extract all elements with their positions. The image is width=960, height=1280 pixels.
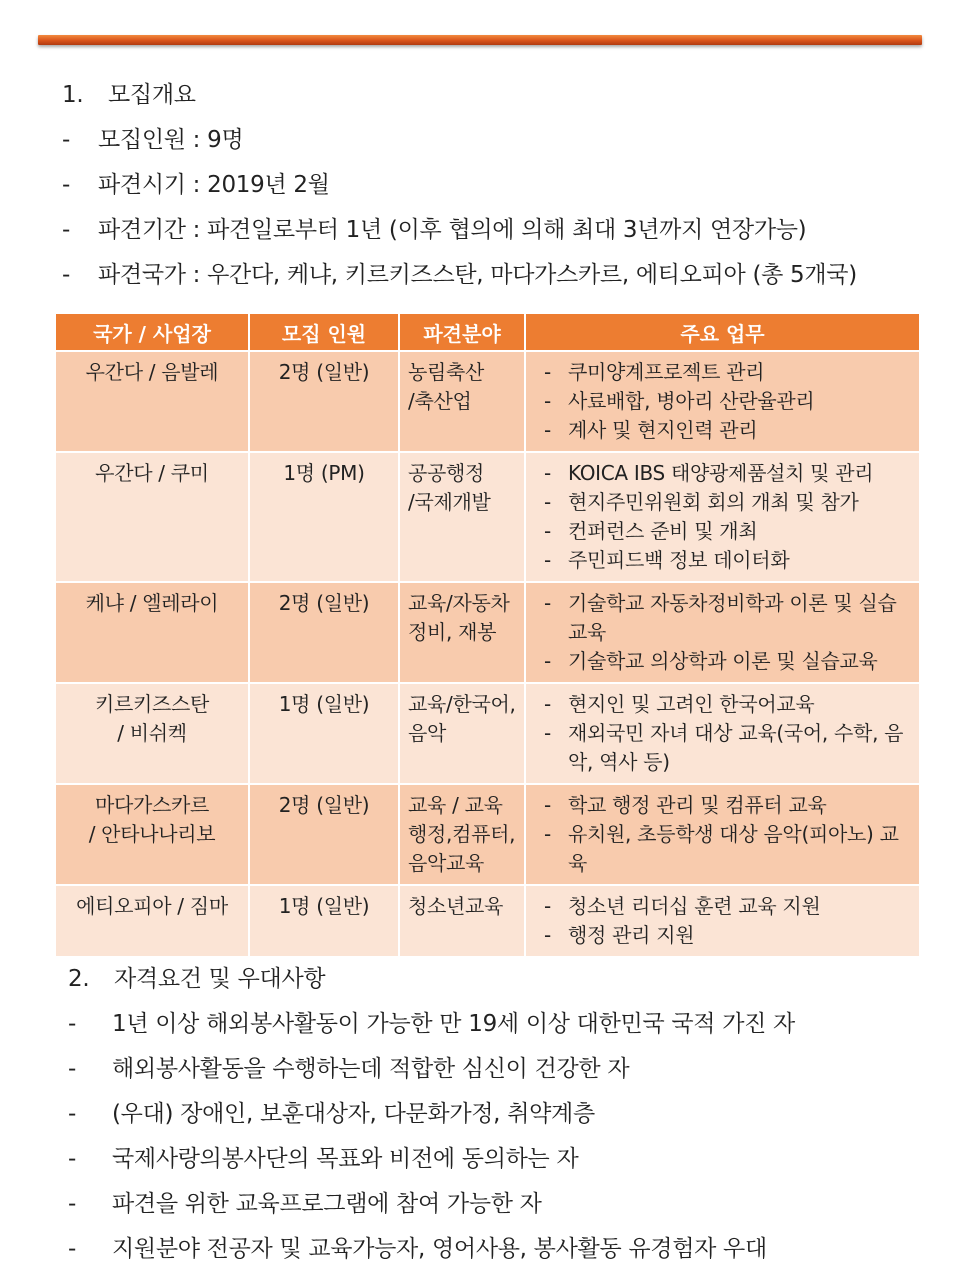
duties-cell: [525, 452, 920, 582]
field-cell: 교육 / 교육 행정,컴퓨터, 음악교육: [399, 784, 525, 885]
header-duties: 주요 업무: [525, 314, 920, 351]
dispatch-period-item: - 파견기간 : 파견일로부터 1년 (이후 협의에 의해 최대 3년까지 연장가능): [62, 217, 807, 243]
count-cell: 2명 (일반): [249, 582, 399, 683]
table-row: [56, 351, 920, 452]
table-header-row: [56, 314, 920, 351]
count-cell: 1명 (일반): [249, 885, 399, 957]
site-cell: 키르키즈스탄 / 비쉬켁: [56, 683, 249, 784]
list-item: - 행정 관리 지원: [538, 921, 911, 950]
site-cell: 우간다 / 음발레: [56, 351, 249, 452]
site-cell: 우간다 / 쿠미: [56, 452, 249, 582]
list-item: - 현지인 및 고려인 한국어교육: [538, 690, 911, 719]
field-cell: 교육/자동차 정비, 재봉: [399, 582, 525, 683]
field-cell: 농림축산 /축산업: [399, 351, 525, 452]
list-item: - 기술학교 의상학과 이론 및 실습교육: [538, 647, 911, 676]
qualification-item: - 해외봉사활동을 수행하는데 적합한 심신이 건강한 자: [68, 1056, 630, 1082]
site-cell: 마다가스카르 / 안타나나리보: [56, 784, 249, 885]
table-row: [56, 452, 920, 582]
table-row: [56, 784, 920, 885]
list-item: - KOICA IBS 태양광제품설치 및 관리: [538, 459, 911, 488]
section-2-number: 2.: [68, 966, 90, 992]
list-item: - 기술학교 자동차정비학과 이론 및 실습 교육: [538, 589, 911, 647]
count-cell: 2명 (일반): [249, 784, 399, 885]
list-item: - 주민피드백 정보 데이터화: [538, 546, 911, 575]
table-row: [56, 885, 920, 957]
dispatch-time-item: - 파견시기 : 2019년 2월: [62, 172, 330, 198]
qualification-item: - 지원분야 전공자 및 교육가능자, 영어사용, 봉사활동 유경험자 우대: [68, 1236, 767, 1262]
header-site: 국가 / 사업장: [56, 314, 249, 351]
list-item: - 계사 및 현지인력 관리: [538, 416, 911, 445]
list-item: - 학교 행정 관리 및 컴퓨터 교육: [538, 791, 911, 820]
header-count: 모집 인원: [249, 314, 399, 351]
list-item: - 유치원, 초등학생 대상 음악(피아노) 교육: [538, 820, 911, 878]
site-cell: 케냐 / 엘레라이: [56, 582, 249, 683]
section-1-number: 1.: [62, 82, 84, 108]
table-row: [56, 683, 920, 784]
header-accent-bar: [38, 35, 922, 45]
duties-cell: [525, 784, 920, 885]
section-1-heading: [62, 80, 196, 110]
duties-cell: [525, 351, 920, 452]
count-cell: 1명 (일반): [249, 683, 399, 784]
list-item: - 재외국민 자녀 대상 교육(국어, 수학, 음악, 역사 등): [538, 719, 911, 777]
list-item: - 컨퍼런스 준비 및 개최: [538, 517, 911, 546]
count-cell: 2명 (일반): [249, 351, 399, 452]
field-cell: 교육/한국어, 음악: [399, 683, 525, 784]
list-item: - 쿠미양계프로젝트 관리: [538, 358, 911, 387]
duties-cell: [525, 885, 920, 957]
field-cell: 공공행정 /국제개발: [399, 452, 525, 582]
list-item: - 현지주민위원회 회의 개최 및 참가: [538, 488, 911, 517]
list-item: - 사료배합, 병아리 산란율관리: [538, 387, 911, 416]
table-row: [56, 582, 920, 683]
dispatch-countries-item: - 파견국가 : 우간다, 케냐, 키르키즈스탄, 마다가스카르, 에티오피아 (총 5개국): [62, 262, 857, 288]
section-1-title: 모집개요: [108, 82, 196, 108]
count-cell: 1명 (PM): [249, 452, 399, 582]
qualification-item: - 국제사랑의봉사단의 목표와 비전에 동의하는 자: [68, 1146, 579, 1172]
qualification-item: - (우대) 장애인, 보훈대상자, 다문화가정, 취약계층: [68, 1101, 595, 1127]
qualification-item: - 파견을 위한 교육프로그램에 참여 가능한 자: [68, 1191, 542, 1217]
recruitment-table: [56, 314, 921, 958]
site-cell: 에티오피아 / 짐마: [56, 885, 249, 957]
duties-cell: [525, 683, 920, 784]
list-item: - 청소년 리더십 훈련 교육 지원: [538, 892, 911, 921]
duties-cell: [525, 582, 920, 683]
header-field: 파견분야: [399, 314, 525, 351]
recruit-count-item: - 모집인원 : 9명: [62, 127, 244, 153]
qualification-item: - 1년 이상 해외봉사활동이 가능한 만 19세 이상 대한민국 국적 가진 자: [68, 1011, 795, 1037]
section-2-heading: [68, 964, 325, 994]
field-cell: 청소년교육: [399, 885, 525, 957]
section-2-title: 자격요건 및 우대사항: [114, 966, 326, 992]
